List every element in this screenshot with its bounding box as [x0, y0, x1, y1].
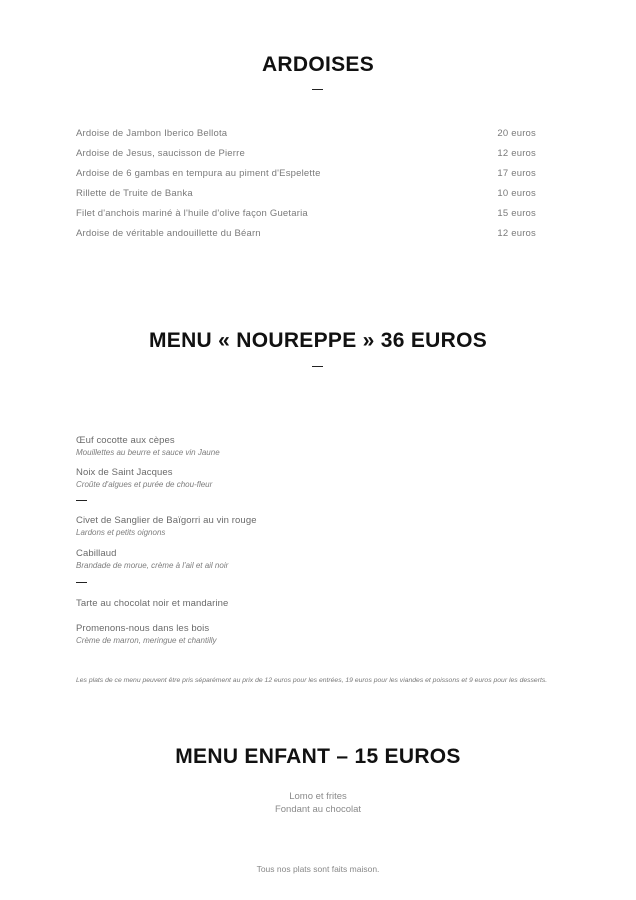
footer-note: Tous nos plats sont faits maison.	[256, 864, 380, 874]
list-item	[76, 223, 536, 243]
item-price: 12 euros	[497, 147, 536, 159]
dish-name: Noix de Saint Jacques	[76, 467, 173, 478]
item-name: Ardoise de Jesus, saucisson de Pierre	[76, 147, 245, 159]
list-item	[76, 203, 536, 223]
menu-dish	[76, 515, 496, 538]
course-divider	[76, 582, 87, 583]
item-name: Ardoise de véritable andouillette du Béarn	[76, 227, 261, 239]
kids-menu-title: MENU ENFANT – 15 EUROS	[175, 745, 461, 768]
ardoises-list	[76, 123, 536, 243]
dish-description: Crème de marron, meringue et chantilly	[76, 636, 217, 645]
dish-name: Tarte au chocolat noir et mandarine	[76, 598, 229, 609]
menu-dish	[76, 435, 496, 458]
menu-title: MENU « NOUREPPE » 36 EUROS	[148, 329, 488, 352]
item-price: 17 euros	[497, 167, 536, 179]
item-price: 12 euros	[497, 227, 536, 239]
kids-menu-item: Fondant au chocolat	[274, 804, 362, 815]
dish-description: Brandade de morue, crème à l'ail et ail noir	[76, 561, 229, 570]
dish-description: Croûte d'algues et purée de chou-fleur	[76, 480, 213, 489]
menu-note: Les plats de ce menu peuvent être pris séparément au prix de 12 euros pour les entrées, 19 euros pour les viandes et poissons et 9 euros pour les desserts.	[76, 677, 548, 684]
dish-name: Civet de Sanglier de Baïgorri au vin rouge	[76, 515, 257, 526]
menu-dish	[76, 623, 496, 646]
list-item	[76, 143, 536, 163]
list-item	[76, 183, 536, 203]
menu-dish	[76, 467, 496, 490]
ardoises-title: ARDOISES	[261, 53, 375, 76]
course-divider	[76, 500, 87, 501]
dish-description: Lardons et petits oignons	[76, 528, 166, 537]
item-name: Rillette de Truite de Banka	[76, 187, 193, 199]
item-price: 15 euros	[497, 207, 536, 219]
menu-dish	[76, 548, 496, 571]
dish-name: Œuf cocotte aux cèpes	[76, 435, 175, 446]
dish-name: Cabillaud	[76, 548, 117, 559]
title-divider	[312, 366, 323, 367]
item-name: Filet d'anchois mariné à l'huile d'olive façon Guetaria	[76, 207, 308, 219]
dish-description: Mouillettes au beurre et sauce vin Jaune	[76, 448, 220, 457]
item-price: 20 euros	[497, 127, 536, 139]
title-divider	[312, 89, 323, 90]
kids-menu-item: Lomo et frites	[289, 791, 347, 802]
list-item	[76, 163, 536, 183]
item-name: Ardoise de Jambon Iberico Bellota	[76, 127, 228, 139]
item-name: Ardoise de 6 gambas en tempura au piment d'Espelette	[76, 167, 321, 179]
menu-dish	[76, 598, 496, 610]
dish-name: Promenons-nous dans les bois	[76, 623, 210, 634]
item-price: 10 euros	[497, 187, 536, 199]
list-item	[76, 123, 536, 143]
